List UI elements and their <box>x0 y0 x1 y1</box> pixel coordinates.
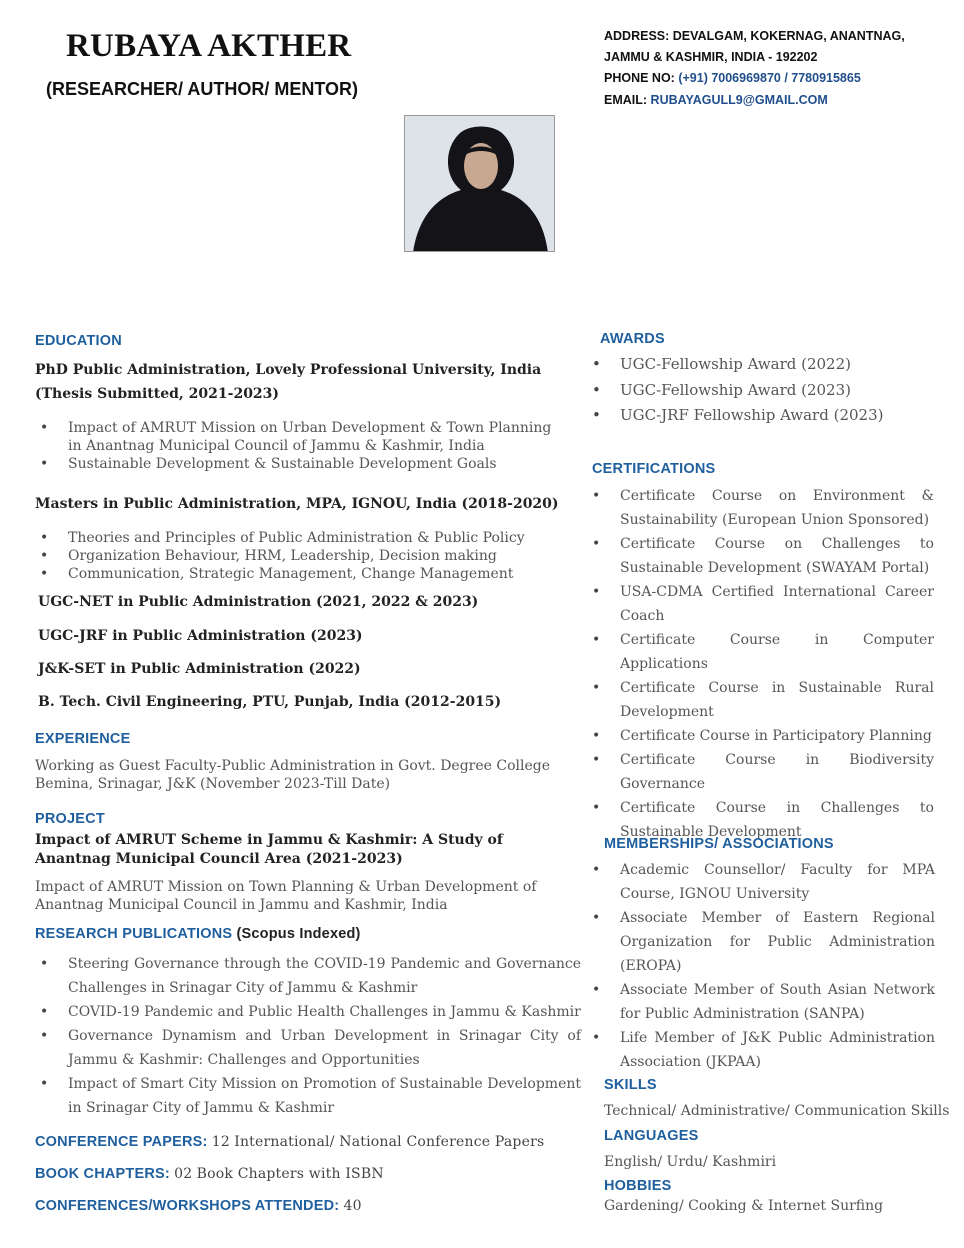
masters-degree: Masters in Public Administration, MPA, IGNOU, India (2018-2020) <box>35 496 559 512</box>
address-line-1 <box>604 29 905 43</box>
ugc-net: UGC-NET in Public Administration (2021, 2022 & 2023) <box>38 594 479 610</box>
certifications-heading: CERTIFICATIONS <box>592 461 716 477</box>
research-heading <box>35 926 361 942</box>
hobbies-text: Gardening/ Cooking & Internet Surfing <box>604 1198 884 1214</box>
address-line-2: JAMMU & KASHMIR, INDIA - 192202 <box>604 50 818 64</box>
list-item: • Certificate Course in Challenges to Sustainable Development <box>592 796 934 844</box>
conference-papers-count: 12 <box>211 1134 230 1150</box>
ugc-jrf: UGC-JRF in Public Administration (2023) <box>38 628 363 644</box>
list-item: • Certificate Course in Biodiversity Governance <box>592 748 934 796</box>
research-publications-list <box>34 952 581 1120</box>
workshops-label: CONFERENCES/WORKSHOPS ATTENDED: <box>35 1198 340 1214</box>
list-item: • Associate Member of Eastern Regional Organization for Public Administration (EROPA) <box>592 906 935 978</box>
jk-set: J&K-SET in Public Administration (2022) <box>38 661 361 677</box>
list-item: • Impact of Smart City Mission on Promotion of Sustainable Development in Srinagar City of Jammu & Kashmir <box>34 1072 581 1120</box>
book-chapters-count: 02 <box>174 1166 193 1182</box>
phd-topics-list <box>34 419 564 473</box>
list-item: • Impact of AMRUT Mission on Urban Development & Town Planning in Anantnag Municipal Council of Jammu & Kashmir, India <box>34 419 564 455</box>
workshops-count: 40 <box>343 1198 362 1214</box>
book-chapters-label: BOOK CHAPTERS: <box>35 1166 170 1182</box>
phd-degree: PhD Public Administration, Lovely Professional University, India <box>35 362 542 378</box>
phone-label: PHONE NO: <box>604 71 675 85</box>
skills-heading: SKILLS <box>604 1077 657 1093</box>
project-title: Impact of AMRUT Scheme in Jammu & Kashmir: A Study of Anantnag Municipal Council Area (2021-2023) <box>35 832 503 867</box>
list-item: • Steering Governance through the COVID-19 Pandemic and Governance Challenges in Srinagar City of Jammu & Kashmir <box>34 952 581 1000</box>
project-text: Impact of AMRUT Mission on Town Planning & Urban Development of Anantnag Municipal Council in Jammu and Kashmir, India <box>35 879 537 913</box>
memberships-heading: MEMBERSHIPS/ ASSOCIATIONS <box>604 836 834 852</box>
languages-heading: LANGUAGES <box>604 1128 699 1144</box>
certifications-list <box>592 484 934 844</box>
conference-papers-label: CONFERENCE PAPERS: <box>35 1134 208 1150</box>
memberships-list <box>592 858 935 1074</box>
email-label: EMAIL: <box>604 93 648 107</box>
list-item: • Communication, Strategic Management, Change Management <box>34 565 564 583</box>
list-item: • Theories and Principles of Public Administration & Public Policy <box>34 529 564 547</box>
list-item: • Sustainable Development & Sustainable Development Goals <box>34 455 564 473</box>
profile-photo-image <box>405 116 555 252</box>
list-item: • Certificate Course in Sustainable Rural Development <box>592 676 934 724</box>
address-value: DEVALGAM, KOKERNAG, ANANTNAG, <box>672 29 905 43</box>
education-heading: EDUCATION <box>35 333 122 349</box>
address-label: ADDRESS: <box>604 29 670 43</box>
masters-topics-list <box>34 529 564 583</box>
book-chapters-text: Book Chapters with ISBN <box>196 1166 384 1182</box>
experience-heading: EXPERIENCE <box>35 731 131 747</box>
list-item: • UGC-JRF Fellowship Award (2023) <box>592 403 937 429</box>
list-item: • Life Member of J&K Public Administration Association (JKPAA) <box>592 1026 935 1074</box>
research-heading-label: RESEARCH PUBLICATIONS <box>35 926 233 942</box>
conference-papers-text: International/ National Conference Papers <box>234 1134 545 1150</box>
profile-photo <box>404 115 555 252</box>
experience-text: Working as Guest Faculty-Public Administration in Govt. Degree College Bemina, Srinagar, J&K (November 2023-Till Date) <box>35 758 551 792</box>
btech-degree: B. Tech. Civil Engineering, PTU, Punjab, India (2012-2015) <box>38 694 502 710</box>
list-item: • Academic Counsellor/ Faculty for MPA Course, IGNOU University <box>592 858 935 906</box>
list-item: • UGC-Fellowship Award (2023) <box>592 378 937 404</box>
list-item: • Certificate Course on Challenges to Sustainable Development (SWAYAM Portal) <box>592 532 934 580</box>
book-chapters-line <box>35 1166 384 1182</box>
languages-text: English/ Urdu/ Kashmiri <box>604 1154 777 1170</box>
list-item: • Associate Member of South Asian Network for Public Administration (SANPA) <box>592 978 935 1026</box>
skills-text: Technical/ Administrative/ Communication Skills <box>604 1103 950 1119</box>
list-item: • Certificate Course in Participatory Planning <box>592 724 934 748</box>
phone-value: (+91) 7006969870 / 7780915865 <box>678 71 861 85</box>
research-heading-suffix: (Scopus Indexed) <box>232 926 361 942</box>
list-item: • Organization Behaviour, HRM, Leadership, Decision making <box>34 547 564 565</box>
list-item: • COVID-19 Pandemic and Public Health Challenges in Jammu & Kashmir <box>34 1000 581 1024</box>
conference-papers-line <box>35 1134 544 1150</box>
workshops-line <box>35 1198 362 1214</box>
email-value: RUBAYAGULL9@GMAIL.COM <box>650 93 828 107</box>
phone-line <box>604 71 861 85</box>
list-item: • Certificate Course in Computer Applications <box>592 628 934 676</box>
awards-list <box>592 352 937 429</box>
list-item: • Governance Dynamism and Urban Development in Srinagar City of Jammu & Kashmir: Challenges and Opportunities <box>34 1024 581 1072</box>
list-item: • UGC-Fellowship Award (2022) <box>592 352 937 378</box>
awards-heading: AWARDS <box>600 331 665 347</box>
resume-name: RUBAYA AKTHER <box>66 28 352 64</box>
hobbies-heading: HOBBIES <box>604 1178 672 1194</box>
resume-role: (RESEARCHER/ AUTHOR/ MENTOR) <box>46 79 359 99</box>
list-item: • USA-CDMA Certified International Career Coach <box>592 580 934 628</box>
project-heading: PROJECT <box>35 811 105 827</box>
email-line <box>604 93 828 107</box>
list-item: • Certificate Course on Environment & Sustainability (European Union Sponsored) <box>592 484 934 532</box>
phd-degree-status: (Thesis Submitted, 2021-2023) <box>35 386 280 402</box>
